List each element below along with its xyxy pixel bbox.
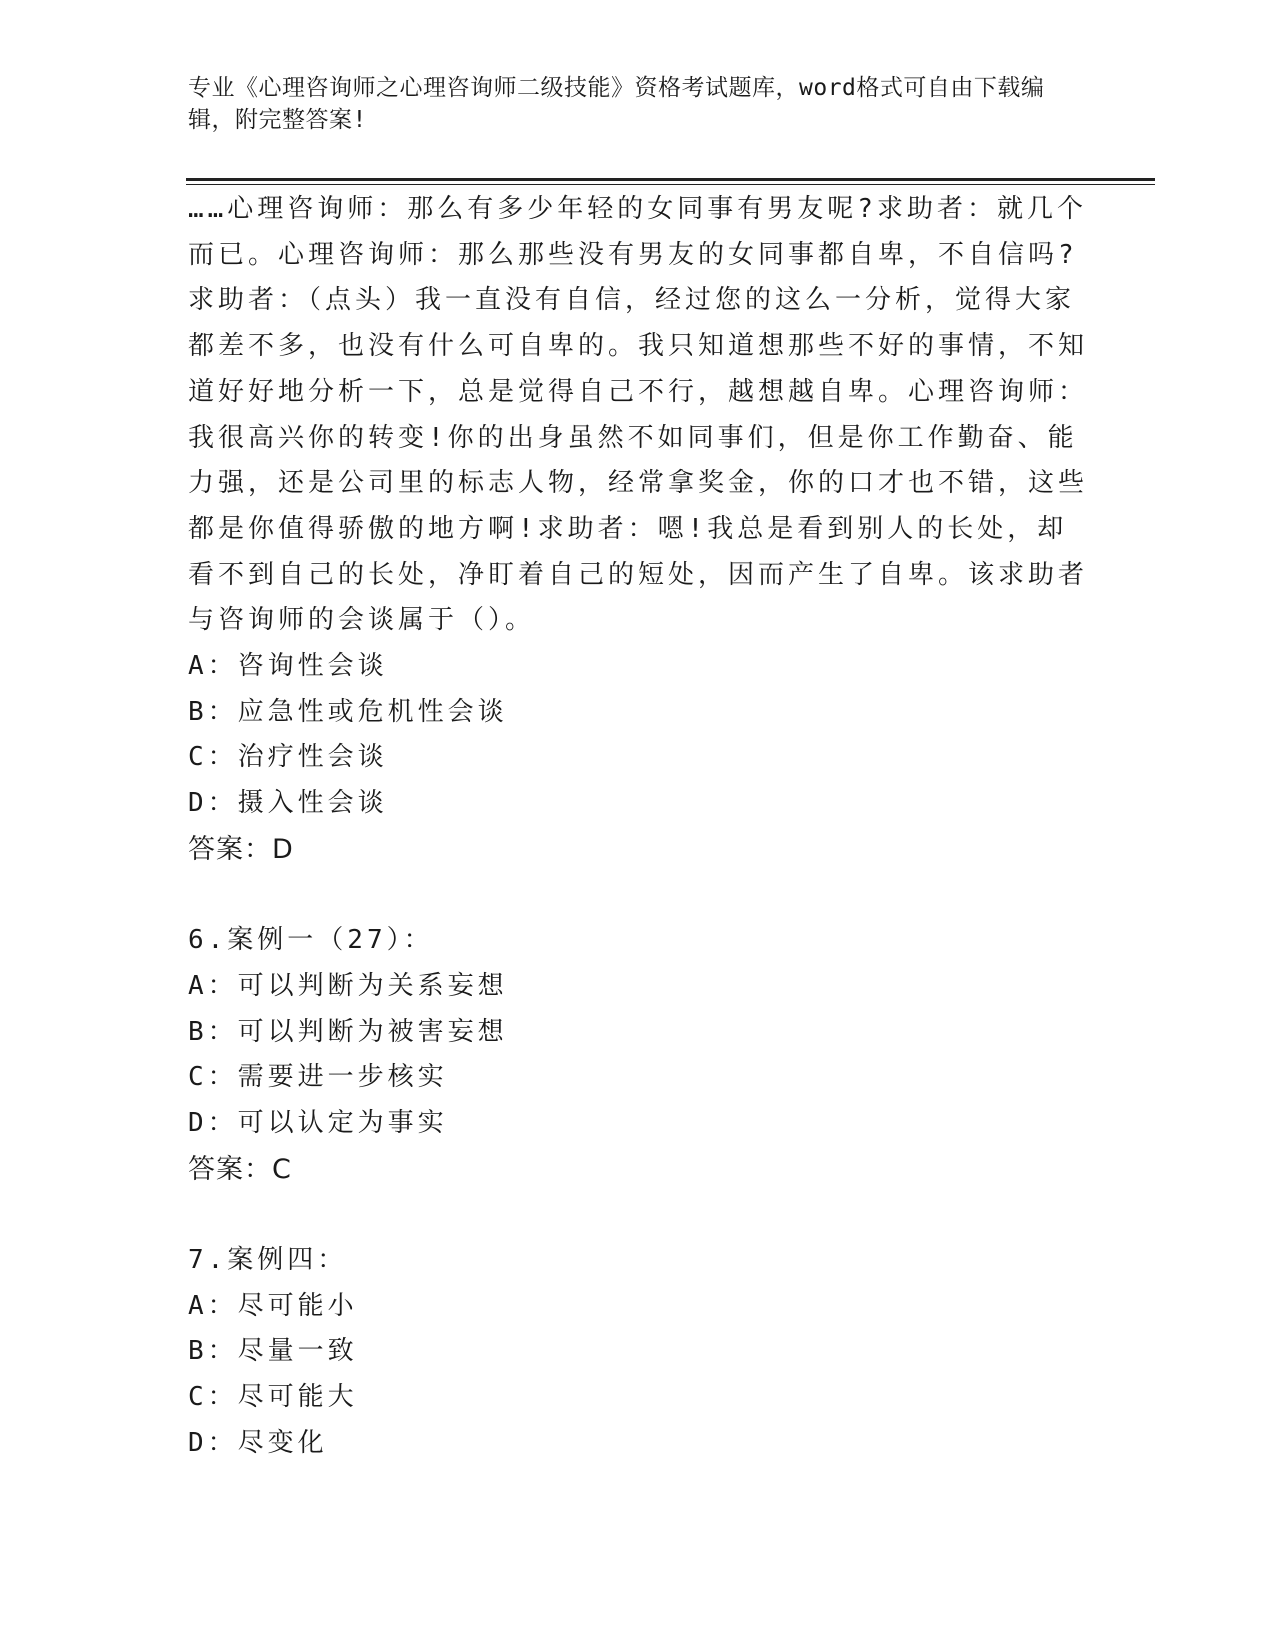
- question-5-option-b: B：应急性或危机性会谈: [188, 696, 508, 727]
- question-7-title: 7.案例四：: [188, 1244, 348, 1275]
- question-6-answer: 答案：C: [188, 1153, 292, 1185]
- question-5-option-c: C：治疗性会谈: [188, 742, 388, 773]
- spacer: [188, 872, 1088, 918]
- spacer: [188, 1192, 1088, 1238]
- header-divider-thin: [186, 184, 1155, 185]
- question-5-stem: ……心理咨询师：那么有多少年轻的女同事有男友呢?求助者：就几个而已。心理咨询师：那么那些没有男友的女同事都自卑，不自信吗?求助者：（点头）我一直没有自信，经过您的这么一分析，觉得大家都差不多，也没有什么可自卑的。我只知道想那些不好的事情，不知道好好地分析一下，总是觉得自己不行，越想越自卑。心理咨询师：我很高兴你的转变!你的出身虽然不如同事们，但是你工作勤奋、能力强，还是公司里的标志人物，经常拿奖金，你的口才也不错，这些都是你值得骄傲的地方啊!求助者：嗯!我总是看到别人的长处，却看不到自己的长处，净盯着自己的短处，因而产生了自卑。该求助者与咨询师的会谈属于（）。: [188, 194, 1089, 636]
- question-content: [188, 187, 1088, 1466]
- question-7-option-b: B：尽量一致: [188, 1336, 358, 1367]
- question-6-option-d: D：可以认定为事实: [188, 1107, 448, 1138]
- question-6-title: 6.案例一（27）：: [188, 925, 434, 956]
- question-7-option-c: C：尽可能大: [188, 1382, 358, 1413]
- question-7-option-d: D：尽变化: [188, 1427, 328, 1458]
- question-6-option-c: C：需要进一步核实: [188, 1062, 448, 1093]
- question-5-answer: 答案：D: [188, 833, 294, 865]
- document-header: 专业《心理咨询师之心理咨询师二级技能》资格考试题库，word格式可自由下载编辑，附完整答案!: [188, 75, 1045, 133]
- header-divider-thick: [186, 178, 1155, 181]
- question-6-option-a: A：可以判断为关系妄想: [188, 970, 508, 1001]
- question-6-option-b: B：可以判断为被害妄想: [188, 1016, 508, 1047]
- question-7-option-a: A：尽可能小: [188, 1290, 358, 1321]
- question-5-option-d: D：摄入性会谈: [188, 788, 388, 819]
- question-5-option-a: A：咨询性会谈: [188, 651, 388, 682]
